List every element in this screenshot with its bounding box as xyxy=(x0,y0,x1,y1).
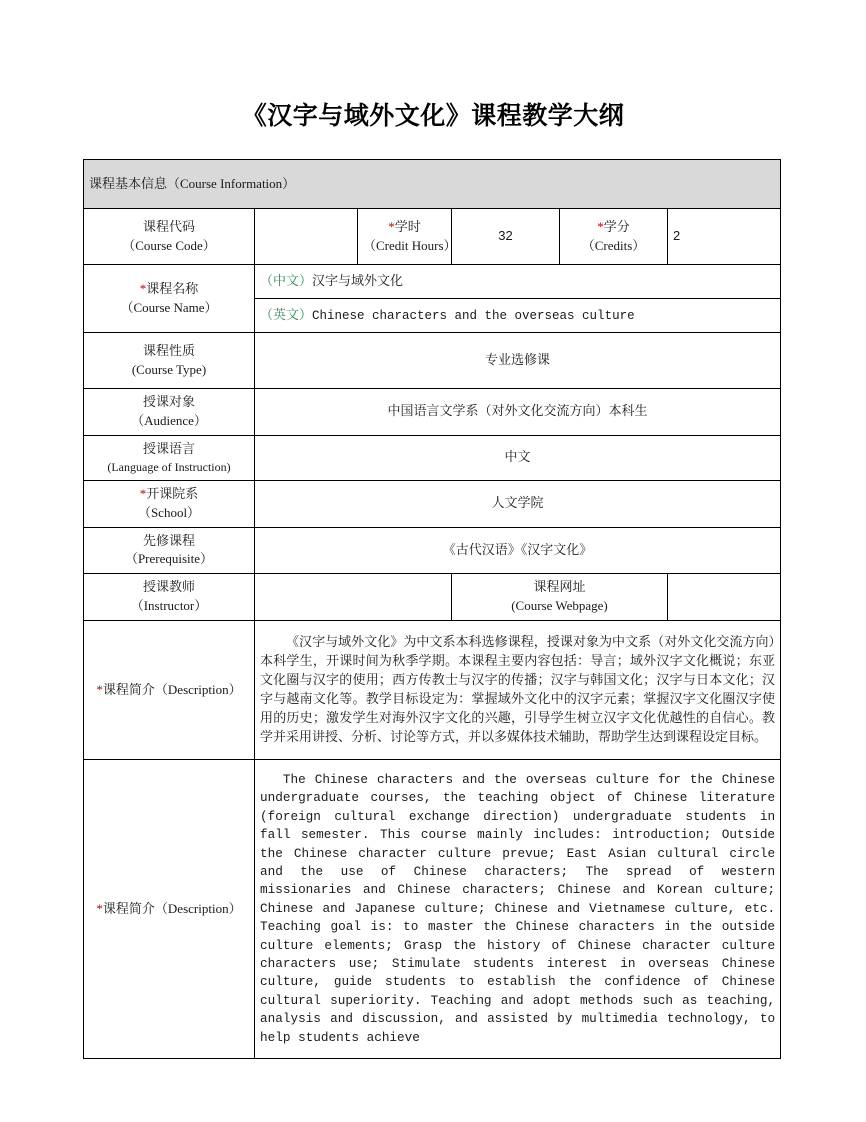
credit-hours-label-cn xyxy=(363,218,446,237)
language-of-instruction-label xyxy=(84,435,255,480)
required-asterisk: * xyxy=(139,280,147,296)
credits-value[interactable]: 2 xyxy=(668,209,781,265)
instructor-value[interactable] xyxy=(255,574,452,621)
audience-label-cn: 授课对象 xyxy=(142,394,195,409)
course-type-label-cn: 课程性质 xyxy=(142,342,195,358)
course-name-en-cell[interactable] xyxy=(255,299,781,333)
course-name-label xyxy=(84,265,255,333)
audience-label xyxy=(84,389,255,436)
language-tag-chinese: （中文） xyxy=(260,273,313,289)
school-value[interactable]: 人文学院 xyxy=(255,480,781,527)
course-name-en-value: Chinese characters and the overseas culture xyxy=(312,308,635,323)
table-row-course-code xyxy=(84,209,781,265)
course-name-cn-value: 汉字与域外文化 xyxy=(312,273,404,289)
course-information-table xyxy=(83,159,781,1059)
language-of-instruction-label-cn: 授课语言 xyxy=(142,440,195,456)
course-webpage-label-cn: 课程网址 xyxy=(533,579,586,595)
credit-hours-text: 学时 xyxy=(394,218,421,234)
course-type-label xyxy=(84,333,255,389)
table-row-course-type xyxy=(84,333,781,389)
description-cn-text: 《汉字与域外文化》为中文系本科选修课程，授课对象为中文系（对外文化交流方向）本科学生，开课时间为秋季学期。本课程主要内容包括：导言；域外汉字文化概说；东亚文化圈与汉字的使用；西方传教士与汉字的传播；汉字与韩国文化；汉字与日本文化；汉字与越南文化等。教学目标设定为：掌握域外文化中的汉字元素；掌握汉字文化圈汉字使用的历史；激发学生对海外汉字文化的兴趣，引导学生树立汉字文化优越性的自信心。教学并采用讲授、分析、讨论等方式，并以多媒体技术辅助，帮助学生达到课程设定目标。 xyxy=(260,634,776,744)
description-en-cell[interactable] xyxy=(255,759,781,1058)
course-webpage-label xyxy=(452,574,668,621)
credits-text: 学分 xyxy=(603,218,630,234)
audience-label-en: （Audience） xyxy=(131,412,207,428)
credits-label-cn xyxy=(565,218,662,237)
required-asterisk: * xyxy=(597,218,604,234)
table-row-description-cn xyxy=(84,620,781,759)
table-row-description-en xyxy=(84,759,781,1058)
table-row-audience xyxy=(84,389,781,436)
language-of-instruction-label-en: (Language of Instruction) xyxy=(107,459,231,474)
description-cn-label xyxy=(84,620,255,759)
course-code-value[interactable] xyxy=(255,209,358,265)
course-type-label-en: (Course Type) xyxy=(131,361,207,377)
course-webpage-label-en: (Course Webpage) xyxy=(511,598,608,614)
description-cn-label-inner: 课程简介（Description） xyxy=(102,681,242,697)
required-asterisk: * xyxy=(388,218,395,234)
course-name-text: 课程名称 xyxy=(146,280,199,296)
prerequisite-label-en: （Prerequisite） xyxy=(124,551,214,567)
required-asterisk: * xyxy=(96,681,103,697)
credit-hours-label xyxy=(358,209,457,265)
course-code-label-cn: 课程代码 xyxy=(142,218,195,234)
school-text: 开课院系 xyxy=(146,485,199,501)
table-section-header-row xyxy=(84,160,781,209)
course-code-label xyxy=(84,209,255,265)
course-webpage-value[interactable] xyxy=(668,574,781,621)
course-type-value[interactable]: 专业选修课 xyxy=(255,333,781,389)
instructor-label-en: （Instructor） xyxy=(130,598,208,614)
credit-hours-label-en: （Credit Hours） xyxy=(363,237,457,253)
instructor-label xyxy=(84,574,255,621)
course-name-label-cn xyxy=(89,280,249,299)
credit-hours-value[interactable]: 32 xyxy=(452,209,560,265)
table-row-school xyxy=(84,480,781,527)
required-asterisk: * xyxy=(139,485,147,501)
table-row-instructor xyxy=(84,574,781,621)
instructor-label-cn: 授课教师 xyxy=(142,579,195,595)
language-tag-english: （英文） xyxy=(260,306,313,322)
credits-label xyxy=(560,209,668,265)
description-en-text: The Chinese characters and the overseas culture for the Chinese undergraduate courses, the teaching object of Chinese literature (foreign cultural exchange direction) undergraduate students in fall semester. This course mainly includes: introduction; Outside the Chinese character culture prevue; East Asian cultural circle and the use of Chinese characters; The spread of western missionaries and Chinese characters; Chinese and Korean culture; Chinese and Japanese culture; Chinese and Vietnamese culture, etc. Teaching goal is: to master the Chinese characters in the outside culture elements; Grasp the history of Chinese character culture characters use; Stimulate students interest in overseas Chinese culture, guide students to establish the confidence of Chinese cultural superiority. Teaching and adopt methods such as teaching, analysis and discussion, and assisted by multimedia technology, to help students achieve xyxy=(260,771,776,1045)
table-row-prerequisite xyxy=(84,527,781,574)
description-en-label-text xyxy=(89,900,249,919)
course-name-cn-cell[interactable] xyxy=(255,265,781,299)
section-header-label: 课程基本信息（Course Information） xyxy=(84,160,781,209)
school-label xyxy=(84,480,255,527)
description-cn-label-text xyxy=(89,681,249,700)
page-title: 《汉字与域外文化》课程教学大纲 xyxy=(241,103,625,130)
school-label-cn xyxy=(89,485,249,504)
description-cn-cell[interactable] xyxy=(255,620,781,759)
table-row-language-of-instruction xyxy=(84,435,781,480)
prerequisite-label-cn: 先修课程 xyxy=(142,532,195,548)
prerequisite-label xyxy=(84,527,255,574)
table-row-course-name-cn xyxy=(84,265,781,299)
language-of-instruction-value[interactable]: 中文 xyxy=(255,435,781,480)
course-name-label-en: （Course Name） xyxy=(120,299,218,315)
audience-value[interactable]: 中国语言文学系（对外文化交流方向）本科生 xyxy=(255,389,781,436)
credits-label-en: （Credits） xyxy=(581,237,646,253)
course-code-label-en: （Course Code） xyxy=(122,237,216,253)
description-en-label-inner: 课程简介（Description） xyxy=(102,900,242,916)
school-label-en: （School） xyxy=(137,504,201,520)
required-asterisk: * xyxy=(96,900,103,916)
description-en-label xyxy=(84,759,255,1058)
prerequisite-value[interactable]: 《古代汉语》《汉字文化》 xyxy=(255,527,781,574)
